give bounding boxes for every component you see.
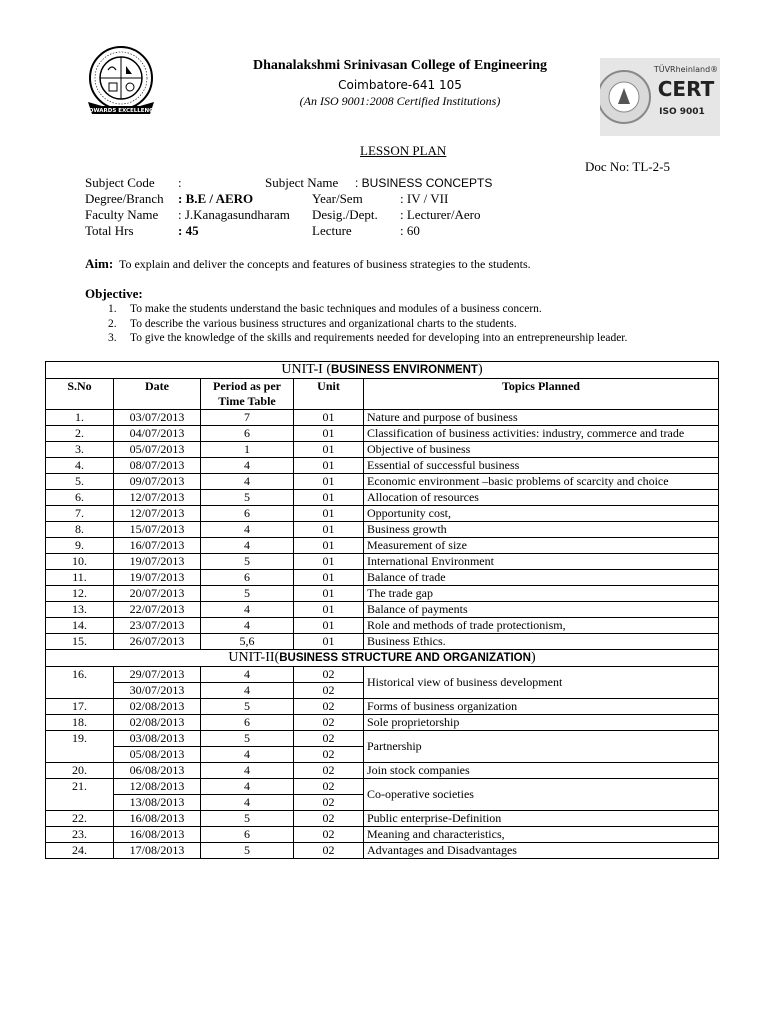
cell-date: 09/07/2013 bbox=[114, 474, 201, 490]
total-hrs-label: Total Hrs bbox=[85, 223, 134, 238]
degree-label: Degree/Branch bbox=[85, 191, 164, 206]
cell-unit: 02 bbox=[294, 843, 364, 859]
col-header-date: Date bbox=[114, 379, 201, 410]
cell-topic: Economic environment –basic problems of scarcity and choice bbox=[364, 474, 719, 490]
cell-date: 06/08/2013 bbox=[114, 763, 201, 779]
cell-date: 15/07/2013 bbox=[114, 522, 201, 538]
cell-date: 03/07/2013 bbox=[114, 410, 201, 426]
cell-unit: 01 bbox=[294, 618, 364, 634]
table-row bbox=[46, 634, 719, 650]
cell-date: 17/08/2013 bbox=[114, 843, 201, 859]
cell-sno: 20. bbox=[46, 763, 114, 779]
cell-unit: 01 bbox=[294, 506, 364, 522]
cell-period: 5 bbox=[201, 843, 294, 859]
cell-sno bbox=[46, 683, 114, 699]
cell-period: 5 bbox=[201, 811, 294, 827]
unit-header-row bbox=[46, 362, 719, 379]
unit-header-row bbox=[46, 650, 719, 667]
cell-date: 20/07/2013 bbox=[114, 586, 201, 602]
cell-unit: 02 bbox=[294, 731, 364, 747]
table-row bbox=[46, 731, 719, 747]
table-header-row bbox=[46, 379, 719, 410]
cell-sno: 17. bbox=[46, 699, 114, 715]
cell-sno: 6. bbox=[46, 490, 114, 506]
cell-date: 12/07/2013 bbox=[114, 490, 201, 506]
college-city: Coimbatore-641 105 bbox=[338, 78, 462, 92]
cell-topic: Join stock companies bbox=[364, 763, 719, 779]
cell-period: 4 bbox=[201, 602, 294, 618]
cell-period: 5 bbox=[201, 731, 294, 747]
yearsem-label: Year/Sem bbox=[312, 191, 363, 206]
cell-date: 02/08/2013 bbox=[114, 715, 201, 731]
cell-date: 08/07/2013 bbox=[114, 458, 201, 474]
tuv-cert-logo bbox=[600, 58, 720, 136]
cell-unit: 01 bbox=[294, 538, 364, 554]
table-row bbox=[46, 490, 719, 506]
cell-unit: 01 bbox=[294, 490, 364, 506]
cell-date: 05/08/2013 bbox=[114, 747, 201, 763]
table-row bbox=[46, 811, 719, 827]
cell-sno: 9. bbox=[46, 538, 114, 554]
cell-topic: Classification of business activities: industry, commerce and trade bbox=[364, 426, 719, 442]
table-row bbox=[46, 410, 719, 426]
faculty-label: Faculty Name bbox=[85, 207, 159, 222]
cell-topic: Sole proprietorship bbox=[364, 715, 719, 731]
cell-period: 5,6 bbox=[201, 634, 294, 650]
cell-unit: 01 bbox=[294, 634, 364, 650]
cell-sno: 24. bbox=[46, 843, 114, 859]
cell-sno: 21. bbox=[46, 779, 114, 795]
cell-sno: 5. bbox=[46, 474, 114, 490]
iso-note: (An ISO 9001:2008 Certified Institutions) bbox=[299, 94, 501, 108]
cell-period: 6 bbox=[201, 426, 294, 442]
table-row bbox=[46, 570, 719, 586]
cell-date: 16/08/2013 bbox=[114, 811, 201, 827]
cell-period: 4 bbox=[201, 522, 294, 538]
cell-topic: The trade gap bbox=[364, 586, 719, 602]
college-name: Dhanalakshmi Srinivasan College of Engineering bbox=[252, 58, 548, 73]
lesson-plan-title: LESSON PLAN bbox=[360, 143, 447, 158]
cell-sno: 18. bbox=[46, 715, 114, 731]
cell-period: 4 bbox=[201, 538, 294, 554]
aim-label: Aim: bbox=[85, 256, 114, 271]
cell-unit: 01 bbox=[294, 474, 364, 490]
cell-topic: Historical view of business development bbox=[364, 667, 719, 699]
cell-sno: 15. bbox=[46, 634, 114, 650]
lecture-value: : 60 bbox=[400, 223, 420, 238]
cell-unit: 02 bbox=[294, 699, 364, 715]
cell-sno: 10. bbox=[46, 554, 114, 570]
cell-period: 6 bbox=[201, 506, 294, 522]
table-row bbox=[46, 602, 719, 618]
table-row bbox=[46, 538, 719, 554]
cert-text: CERT bbox=[657, 77, 715, 101]
cell-sno: 1. bbox=[46, 410, 114, 426]
cell-unit: 01 bbox=[294, 570, 364, 586]
degree-value: : B.E / AERO bbox=[178, 191, 254, 206]
cell-date: 03/08/2013 bbox=[114, 731, 201, 747]
cell-period: 4 bbox=[201, 795, 294, 811]
cell-sno: 22. bbox=[46, 811, 114, 827]
cell-period: 7 bbox=[201, 410, 294, 426]
faculty-value: : J.Kanagasundharam bbox=[178, 207, 290, 222]
table-row bbox=[46, 699, 719, 715]
cell-date: 16/08/2013 bbox=[114, 827, 201, 843]
cell-period: 1 bbox=[201, 442, 294, 458]
cell-unit: 02 bbox=[294, 667, 364, 683]
unit1-heading: UNIT-I (BUSINESS ENVIRONMENT) bbox=[46, 362, 719, 379]
tuv-brand: TÜVRheinland® bbox=[653, 65, 719, 74]
cell-sno: 11. bbox=[46, 570, 114, 586]
cell-period: 4 bbox=[201, 779, 294, 795]
objective-item: 1. To make the students understand the basic techniques and modules of a business concern. bbox=[108, 303, 542, 315]
cell-unit: 02 bbox=[294, 795, 364, 811]
doc-number: Doc No: TL-2-5 bbox=[585, 159, 670, 174]
cell-topic: Allocation of resources bbox=[364, 490, 719, 506]
cell-period: 6 bbox=[201, 715, 294, 731]
cell-unit: 01 bbox=[294, 410, 364, 426]
cell-topic: Partnership bbox=[364, 731, 719, 763]
table-row bbox=[46, 586, 719, 602]
lesson-plan-table bbox=[45, 361, 719, 859]
cell-date: 16/07/2013 bbox=[114, 538, 201, 554]
cell-date: 05/07/2013 bbox=[114, 442, 201, 458]
objective-item: 3. To give the knowledge of the skills and requirements needed for developing into an entrepreneurship leader. bbox=[108, 332, 628, 344]
table-row bbox=[46, 843, 719, 859]
cell-topic: Nature and purpose of business bbox=[364, 410, 719, 426]
cell-unit: 01 bbox=[294, 602, 364, 618]
cell-topic: Meaning and characteristics, bbox=[364, 827, 719, 843]
col-header-sno: S.No bbox=[46, 379, 114, 410]
cell-unit: 01 bbox=[294, 586, 364, 602]
cell-date: 12/07/2013 bbox=[114, 506, 201, 522]
table-row bbox=[46, 667, 719, 683]
cell-period: 5 bbox=[201, 586, 294, 602]
subject-name-label: Subject Name bbox=[265, 175, 339, 190]
cell-sno: 2. bbox=[46, 426, 114, 442]
cell-period: 4 bbox=[201, 683, 294, 699]
logo-ribbon-text: TOWARDS EXCELLENCE bbox=[85, 108, 157, 114]
cell-unit: 01 bbox=[294, 554, 364, 570]
col-header-period: Period as per Time Table bbox=[201, 379, 294, 410]
cell-period: 5 bbox=[201, 554, 294, 570]
cell-period: 4 bbox=[201, 667, 294, 683]
cell-sno: 3. bbox=[46, 442, 114, 458]
col-header-unit: Unit bbox=[294, 379, 364, 410]
cell-unit: 01 bbox=[294, 522, 364, 538]
cell-topic: Measurement of size bbox=[364, 538, 719, 554]
table-row bbox=[46, 763, 719, 779]
cell-date: 12/08/2013 bbox=[114, 779, 201, 795]
subject-code-label: Subject Code bbox=[85, 175, 155, 190]
cell-sno bbox=[46, 795, 114, 811]
cell-date: 29/07/2013 bbox=[114, 667, 201, 683]
cell-unit: 02 bbox=[294, 763, 364, 779]
cell-sno: 16. bbox=[46, 667, 114, 683]
cell-topic: Balance of payments bbox=[364, 602, 719, 618]
cell-date: 26/07/2013 bbox=[114, 634, 201, 650]
subject-name-value: : BUSINESS CONCEPTS bbox=[355, 176, 493, 190]
objective-list bbox=[108, 302, 627, 346]
cell-period: 4 bbox=[201, 618, 294, 634]
table-row bbox=[46, 474, 719, 490]
cell-sno: 12. bbox=[46, 586, 114, 602]
table-row bbox=[46, 779, 719, 795]
cell-topic: International Environment bbox=[364, 554, 719, 570]
table-row bbox=[46, 554, 719, 570]
cell-unit: 02 bbox=[294, 827, 364, 843]
cell-date: 22/07/2013 bbox=[114, 602, 201, 618]
cell-period: 4 bbox=[201, 458, 294, 474]
aim-text: To explain and deliver the concepts and features of business strategies to the students. bbox=[118, 257, 531, 271]
table-row bbox=[46, 827, 719, 843]
cell-period: 4 bbox=[201, 747, 294, 763]
objective-heading: Objective: bbox=[85, 286, 143, 301]
cell-topic: Objective of business bbox=[364, 442, 719, 458]
table-row bbox=[46, 442, 719, 458]
table-row bbox=[46, 426, 719, 442]
cell-unit: 01 bbox=[294, 442, 364, 458]
cell-date: 23/07/2013 bbox=[114, 618, 201, 634]
cell-topic: Balance of trade bbox=[364, 570, 719, 586]
cell-topic: Co-operative societies bbox=[364, 779, 719, 811]
lecture-label: Lecture bbox=[312, 223, 352, 238]
cell-date: 19/07/2013 bbox=[114, 570, 201, 586]
cell-period: 5 bbox=[201, 490, 294, 506]
cell-topic: Essential of successful business bbox=[364, 458, 719, 474]
cell-unit: 02 bbox=[294, 779, 364, 795]
cell-sno: 4. bbox=[46, 458, 114, 474]
objective-item: 2. To describe the various business structures and organizational charts to the students. bbox=[108, 317, 517, 330]
cell-sno: 19. bbox=[46, 731, 114, 747]
cell-unit: 02 bbox=[294, 683, 364, 699]
total-hrs-value: : 45 bbox=[178, 223, 199, 238]
cell-date: 04/07/2013 bbox=[114, 426, 201, 442]
cell-sno: 8. bbox=[46, 522, 114, 538]
cell-topic: Forms of business organization bbox=[364, 699, 719, 715]
cell-sno: 23. bbox=[46, 827, 114, 843]
cell-sno bbox=[46, 747, 114, 763]
cell-period: 6 bbox=[201, 827, 294, 843]
table-row bbox=[46, 522, 719, 538]
table-row bbox=[46, 506, 719, 522]
cell-unit: 02 bbox=[294, 715, 364, 731]
table-row bbox=[46, 458, 719, 474]
desig-label: Desig./Dept. bbox=[312, 207, 378, 222]
cell-unit: 02 bbox=[294, 747, 364, 763]
cell-topic: Advantages and Disadvantages bbox=[364, 843, 719, 859]
cell-sno: 13. bbox=[46, 602, 114, 618]
col-header-topics: Topics Planned bbox=[364, 379, 719, 410]
cell-period: 4 bbox=[201, 474, 294, 490]
desig-value: : Lecturer/Aero bbox=[400, 207, 481, 222]
cell-date: 13/08/2013 bbox=[114, 795, 201, 811]
subject-code-value: : bbox=[178, 175, 182, 190]
cell-topic: Public enterprise-Definition bbox=[364, 811, 719, 827]
table-row bbox=[46, 715, 719, 731]
cell-topic: Business Ethics. bbox=[364, 634, 719, 650]
cell-topic: Role and methods of trade protectionism, bbox=[364, 618, 719, 634]
cell-topic: Opportunity cost, bbox=[364, 506, 719, 522]
cell-period: 6 bbox=[201, 570, 294, 586]
table-row bbox=[46, 618, 719, 634]
cell-sno: 7. bbox=[46, 506, 114, 522]
yearsem-value: : IV / VII bbox=[400, 191, 449, 206]
iso9001-text: ISO 9001 bbox=[659, 107, 705, 117]
cell-date: 19/07/2013 bbox=[114, 554, 201, 570]
cell-unit: 01 bbox=[294, 426, 364, 442]
cell-period: 5 bbox=[201, 699, 294, 715]
college-logo bbox=[80, 44, 162, 122]
aim bbox=[85, 256, 531, 272]
cell-topic: Business growth bbox=[364, 522, 719, 538]
cell-period: 4 bbox=[201, 763, 294, 779]
cell-unit: 02 bbox=[294, 811, 364, 827]
cell-unit: 01 bbox=[294, 458, 364, 474]
unit2-heading: UNIT-II(BUSINESS STRUCTURE AND ORGANIZATION) bbox=[46, 650, 719, 667]
cell-sno: 14. bbox=[46, 618, 114, 634]
cell-date: 30/07/2013 bbox=[114, 683, 201, 699]
cell-date: 02/08/2013 bbox=[114, 699, 201, 715]
